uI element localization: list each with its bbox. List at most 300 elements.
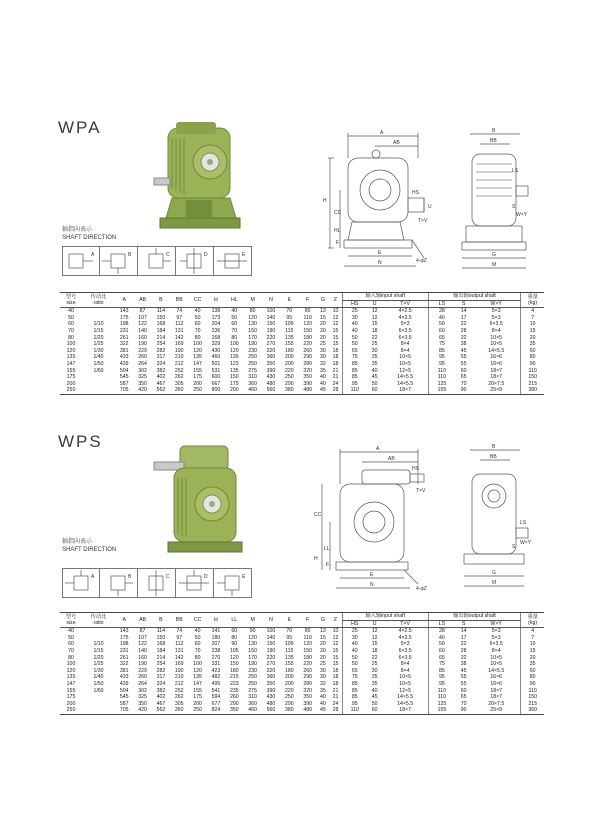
table-cell: 212: [174, 680, 184, 687]
table-cell: 45: [317, 707, 329, 714]
table-row: [60, 368, 544, 375]
table-cell: 155: [284, 341, 294, 348]
table-cell: 120: [193, 347, 202, 354]
table-cell: 381: [119, 347, 129, 354]
wpa-col-ratio: [82, 293, 115, 308]
table-cell: 155: [66, 367, 76, 374]
wps-col-txv: T×V: [383, 620, 429, 628]
header-ratio-cn: 传动比: [90, 613, 107, 620]
table-cell: 705: [115, 387, 133, 394]
table-cell: 322: [119, 341, 129, 348]
wps-direction-a: [62, 568, 100, 598]
table-cell: 120: [229, 347, 239, 354]
table-row: [60, 328, 544, 335]
ratio-cell-empty: [82, 315, 115, 322]
table-cell: 214: [156, 334, 166, 341]
table-cell: 587: [119, 700, 129, 707]
header-size-en: size: [66, 620, 76, 627]
wps-col-m: M: [243, 613, 261, 628]
table-cell: 25: [371, 661, 378, 668]
table-cell: 110: [428, 374, 455, 381]
table-cell: 360: [248, 380, 257, 387]
table-cell: 250: [188, 707, 206, 714]
table-cell: 40: [194, 308, 201, 315]
ratio-value: 1/25: [93, 341, 104, 348]
ratio-value: 1/30: [93, 347, 104, 354]
header-size-cn: 型号: [65, 293, 77, 300]
table-cell: 200: [284, 680, 294, 687]
table-cell: 40: [320, 374, 326, 381]
table-cell: 95: [428, 361, 455, 368]
direction-letter: B: [128, 252, 132, 258]
table-cell: 180: [211, 634, 221, 641]
table-cell: 433: [119, 354, 129, 361]
table-cell: 190: [174, 347, 184, 354]
table-cell: 75: [342, 354, 366, 361]
table-cell: 28: [329, 387, 342, 394]
table-cell: 40: [194, 628, 201, 635]
table-cell: 169: [174, 341, 184, 348]
ratio-value: 1/30: [93, 667, 104, 674]
table-cell: 22: [460, 641, 467, 648]
table-cell: 12: [371, 308, 378, 315]
table-cell: 229: [138, 347, 147, 354]
table-cell: 545: [119, 374, 129, 381]
table-cell: 250: [284, 694, 294, 701]
table-cell: 30: [342, 315, 366, 322]
table-cell: 40: [68, 628, 74, 635]
table-cell: 677: [211, 700, 221, 707]
table-cell: 80: [231, 634, 238, 641]
table-cell: 60: [521, 348, 544, 355]
table-cell: 87: [139, 308, 146, 315]
wps-dim-n: N: [370, 582, 374, 588]
table-cell: 90: [249, 628, 256, 635]
table-cell: 6×3.5: [398, 647, 412, 654]
table-cell: 16×6: [490, 680, 503, 687]
wpa-col-b: B: [152, 293, 170, 308]
table-cell: 21: [332, 367, 339, 374]
table-cell: 90: [521, 361, 544, 368]
table-cell: 175: [66, 694, 76, 701]
table-cell: 135: [229, 367, 239, 374]
table-cell: 60: [428, 648, 455, 655]
table-cell: 15: [332, 661, 339, 668]
table-row: [60, 341, 544, 348]
table-cell: 10×5: [490, 334, 503, 341]
table-cell: 5×3: [400, 321, 410, 328]
table-cell: 25×9: [472, 707, 521, 714]
table-cell: 390: [266, 687, 276, 694]
table-cell: 467: [156, 700, 166, 707]
table-cell: 40: [428, 635, 455, 642]
table-cell: 215: [521, 701, 544, 708]
table-cell: 55: [460, 354, 467, 361]
table-cell: 13: [320, 628, 326, 635]
table-cell: 380: [280, 707, 298, 714]
table-cell: 110: [521, 368, 544, 375]
table-cell: 30: [320, 347, 326, 354]
table-cell: 264: [138, 680, 147, 687]
table-cell: 12×5: [399, 687, 411, 694]
table-cell: 150: [229, 374, 239, 381]
table-cell: 20: [521, 335, 544, 342]
table-cell: 16×6: [490, 674, 503, 681]
table-cell: 18: [332, 354, 339, 361]
table-cell: 310: [248, 694, 257, 701]
table-cell: 420: [133, 387, 151, 394]
table-cell: 6×3.5: [489, 641, 503, 648]
wps-col-hs: HS: [342, 620, 366, 628]
table-cell: 74: [176, 628, 183, 635]
wpa-col-size: [60, 293, 82, 308]
table-cell: 4: [521, 628, 544, 635]
table-cell: 110: [342, 707, 366, 714]
wpa-col-e: E: [280, 293, 298, 308]
table-row: [60, 688, 544, 695]
table-cell: 18×7: [383, 707, 429, 714]
table-cell: 175: [229, 380, 239, 387]
table-cell: 12: [332, 321, 339, 328]
table-cell: 120: [66, 667, 76, 674]
table-cell: 150: [248, 647, 257, 654]
table-cell: 140: [266, 634, 276, 641]
table-cell: 14×5.5: [488, 667, 505, 674]
table-cell: 105: [229, 647, 239, 654]
wps-table-header-row1: [60, 613, 544, 621]
table-cell: 120: [229, 654, 239, 661]
ratio-value: 1/25: [93, 661, 104, 668]
table-cell: 229: [138, 667, 147, 674]
table-cell: 110: [428, 694, 455, 701]
table-cell: 95: [428, 354, 455, 361]
table-cell: 545: [119, 694, 129, 701]
table-cell: 250: [188, 387, 206, 394]
table-cell: 35: [521, 661, 544, 668]
table-cell: 320: [266, 347, 276, 354]
wpa-col-hl: HL: [225, 293, 243, 308]
wpa-direction-d: [176, 246, 214, 276]
table-cell: 200: [193, 700, 202, 707]
table-cell: 12: [332, 634, 339, 641]
table-cell: 270: [211, 654, 221, 661]
table-row: [60, 707, 544, 714]
table-cell: 40: [342, 648, 366, 655]
wpa-col-u: U: [367, 300, 383, 308]
table-cell: 65: [460, 694, 467, 701]
table-cell: 70: [68, 647, 74, 654]
table-cell: 40: [320, 694, 326, 701]
table-cell: 38: [460, 661, 467, 668]
table-cell: 50: [68, 314, 74, 321]
table-cell: 15: [332, 334, 339, 341]
wpa-col-ab: AB: [133, 293, 151, 308]
table-cell: 360: [170, 707, 188, 714]
table-cell: 324: [156, 680, 166, 687]
table-cell: 175: [66, 374, 76, 381]
table-cell: 10×5: [399, 674, 411, 681]
table-cell: 250: [60, 707, 82, 714]
table-cell: 87: [139, 628, 146, 635]
table-cell: 40: [342, 641, 366, 648]
wps-col-ratio: [82, 613, 115, 628]
table-cell: 350: [138, 700, 147, 707]
table-cell: 231: [119, 647, 129, 654]
table-cell: 390: [303, 380, 312, 387]
wps-front-view-drawing: [300, 444, 450, 594]
table-cell: 40: [371, 367, 378, 374]
table-cell: 150: [266, 321, 276, 328]
direction-letter: E: [242, 574, 246, 580]
wpa-col-weight: [521, 293, 544, 308]
table-cell: 90: [455, 387, 472, 394]
table-cell: 180: [303, 334, 312, 341]
table-cell: 25: [371, 341, 378, 348]
table-cell: 110: [428, 688, 455, 695]
table-cell: 155: [193, 687, 202, 694]
ratio-value: 1/10: [93, 321, 104, 328]
table-cell: 80: [68, 334, 74, 341]
table-cell: 10×5: [490, 654, 503, 661]
table-cell: 60: [460, 367, 467, 374]
wps-col-h: H: [207, 613, 225, 628]
wps-dim-4z: 4-φZ: [416, 586, 427, 592]
table-cell: 28: [460, 327, 467, 334]
table-row: [60, 668, 544, 675]
table-cell: 173: [211, 314, 221, 321]
wpa-dim-cc: CC: [334, 210, 342, 216]
table-cell: 12: [371, 314, 378, 321]
ratio-cell-empty: [82, 387, 115, 394]
wpa-side-wxy: W×Y: [516, 212, 527, 218]
table-cell: 80: [194, 334, 201, 341]
table-cell: 8×4: [400, 667, 410, 674]
table-cell: 220: [266, 654, 276, 661]
table-cell: 55: [460, 674, 467, 681]
table-cell: 22: [460, 321, 467, 328]
table-cell: 95: [342, 381, 366, 388]
wps-direction-d: [176, 568, 214, 598]
table-cell: 70: [231, 327, 238, 334]
table-cell: 322: [119, 661, 129, 668]
table-cell: 310: [248, 374, 257, 381]
direction-letter: A: [91, 574, 95, 580]
table-cell: 10×5: [490, 341, 503, 348]
wps-side-g: G: [492, 570, 496, 576]
wpa-col-ls: LS: [428, 300, 455, 308]
table-cell: 184: [156, 327, 166, 334]
table-cell: 460: [243, 387, 261, 394]
table-cell: 150: [303, 647, 312, 654]
table-cell: 143: [119, 308, 129, 315]
table-cell: 433: [119, 674, 129, 681]
table-cell: 10: [332, 628, 339, 635]
table-cell: 50: [342, 655, 366, 662]
table-cell: 18×7: [490, 687, 503, 694]
table-cell: 85: [342, 368, 366, 375]
shaft-direction-icon: [100, 247, 136, 275]
table-cell: 250: [248, 354, 257, 361]
table-cell: 40: [320, 700, 326, 707]
wpa-dim-f: F: [336, 240, 340, 246]
shaft-direction-icon: [100, 569, 136, 597]
table-cell: 18: [332, 680, 339, 687]
table-cell: 60: [68, 321, 74, 328]
wps-col-s: S: [455, 620, 472, 628]
table-cell: 480: [266, 700, 276, 707]
wpa-col-m: M: [243, 293, 261, 308]
table-cell: 35: [320, 367, 326, 374]
wpa-col-z: Z: [329, 293, 342, 308]
header-size-cn: 型号: [65, 613, 77, 620]
table-cell: 90: [455, 707, 472, 714]
table-cell: 252: [174, 367, 184, 374]
wpa-col-a: A: [115, 293, 133, 308]
table-cell: 80: [521, 674, 544, 681]
wps-side-s: S: [512, 544, 516, 550]
table-cell: 131: [174, 647, 184, 654]
table-cell: 325: [138, 694, 147, 701]
wps-side-view-drawing: [450, 444, 540, 594]
table-cell: 97: [176, 314, 183, 321]
wpa-col-n: N: [262, 293, 280, 308]
table-cell: 480: [298, 387, 316, 394]
wpa-side-bb: BB: [490, 138, 497, 144]
table-cell: 504: [119, 367, 129, 374]
table-cell: 270: [266, 661, 276, 668]
table-row: [60, 681, 544, 688]
table-cell: 85: [342, 374, 366, 381]
table-cell: 30: [320, 667, 326, 674]
table-cell: 14×5.5: [488, 347, 505, 354]
table-cell: 125: [428, 381, 455, 388]
table-cell: 495: [211, 680, 221, 687]
table-cell: 70: [460, 700, 467, 707]
table-cell: 21: [332, 687, 339, 694]
table-row: [60, 694, 544, 701]
table-cell: 175: [119, 634, 129, 641]
table-cell: 381: [119, 667, 129, 674]
table-cell: 18: [371, 327, 378, 334]
table-cell: 250: [284, 374, 294, 381]
table-cell: 5×3: [491, 308, 501, 315]
wpa-dim-a: A: [380, 130, 384, 136]
table-cell: 14×5.5: [397, 700, 414, 707]
table-cell: 100: [66, 661, 76, 668]
wpa-shaft-direction-cn: 轴指向表示: [62, 227, 93, 233]
table-cell: 40: [231, 308, 238, 315]
table-cell: 190: [248, 661, 257, 668]
ratio-value: 1/15: [93, 647, 104, 654]
wps-direction-c: [138, 568, 176, 598]
table-cell: 324: [156, 360, 166, 367]
table-cell: 430: [266, 694, 276, 701]
table-cell: 38: [460, 341, 467, 348]
table-cell: 60: [194, 321, 201, 328]
wps-col-z: Z: [329, 613, 342, 628]
table-cell: 25: [320, 341, 326, 348]
table-cell: 15: [332, 327, 339, 334]
ratio-cell-empty: [82, 635, 115, 642]
table-cell: 360: [521, 707, 544, 714]
table-cell: 30: [320, 354, 326, 361]
table-cell: 260: [303, 667, 312, 674]
table-row: [60, 387, 544, 394]
table-cell: 95: [342, 701, 366, 708]
table-cell: 95: [286, 634, 293, 641]
table-cell: 350: [138, 380, 147, 387]
table-cell: 12: [371, 628, 378, 635]
table-cell: 7: [521, 315, 544, 322]
table-cell: 75: [428, 341, 455, 348]
wps-col-e: E: [280, 613, 298, 628]
table-cell: 531: [211, 367, 221, 374]
table-cell: 4×2.5: [398, 634, 412, 641]
table-cell: 235: [229, 687, 239, 694]
table-cell: 14×5.5: [397, 374, 414, 381]
table-cell: 35: [371, 680, 378, 687]
table-cell: 155: [284, 661, 294, 668]
table-cell: 390: [303, 700, 312, 707]
table-cell: 260: [229, 694, 239, 701]
table-cell: 24: [332, 700, 339, 707]
table-cell: 430: [211, 347, 221, 354]
table-cell: 305: [174, 380, 184, 387]
table-row: [60, 635, 544, 642]
table-cell: 60: [367, 707, 383, 714]
table-cell: 210: [174, 674, 184, 681]
table-cell: 90: [231, 641, 238, 648]
table-cell: 4×2.5: [398, 308, 412, 315]
table-cell: 6×3.5: [398, 334, 412, 341]
wpa-col-g: G: [317, 293, 329, 308]
table-cell: 200: [284, 360, 294, 367]
table-cell: 70: [286, 628, 293, 635]
table-cell: 254: [156, 341, 166, 348]
table-cell: 15: [521, 328, 544, 335]
table-cell: 70: [460, 380, 467, 387]
wps-side-b: B: [492, 444, 496, 450]
wpa-dim-e: E: [378, 250, 382, 256]
table-cell: 40: [342, 321, 366, 328]
table-cell: 30: [342, 635, 366, 642]
table-cell: 35: [371, 354, 378, 361]
table-cell: 70: [68, 327, 74, 334]
table-row: [60, 655, 544, 662]
table-cell: 140: [266, 314, 276, 321]
wpa-dim-h: H: [323, 198, 327, 204]
table-cell: 260: [138, 354, 147, 361]
table-cell: 50: [428, 321, 455, 328]
table-cell: 212: [174, 360, 184, 367]
wps-col-u: U: [367, 620, 383, 628]
table-cell: 20: [320, 654, 326, 661]
table-cell: 250: [60, 387, 82, 394]
table-cell: 380: [280, 387, 298, 394]
table-cell: 135: [229, 354, 239, 361]
table-cell: 150: [266, 641, 276, 648]
table-row: [60, 335, 544, 342]
wps-dim-hs: HS: [412, 466, 419, 472]
shaft-direction-icon: [138, 247, 174, 275]
wps-col-f: F: [298, 613, 316, 628]
ratio-value: 1/60: [93, 687, 104, 694]
table-cell: 14×5.5: [397, 694, 414, 701]
wpa-side-g: G: [492, 252, 496, 258]
table-row: [60, 374, 544, 381]
wps-dim-ab: AB: [388, 456, 395, 462]
table-cell: 220: [284, 367, 294, 374]
